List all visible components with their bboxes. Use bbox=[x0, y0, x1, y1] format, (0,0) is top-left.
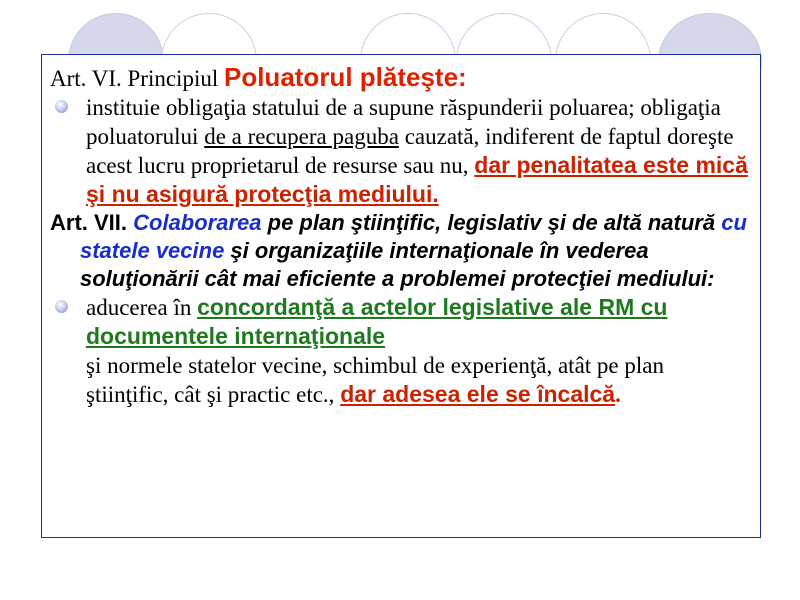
vecine-term: cu statele vecine bbox=[80, 210, 747, 263]
colaborarea-term: Colaborarea bbox=[133, 210, 262, 235]
concordance-phrase: concordanţă a actelor legislative ale RM cu documentele internaţionale bbox=[86, 294, 668, 349]
art6-title: Poluatorul plăteşte: bbox=[223, 62, 467, 92]
bullet-item-1: instituie obligaţia statului de a supune răspunderii poluarea; obligaţia poluatorului de a recupera paguba cauzată, indiferent de faptul doreşte acest lucru proprietarul de resurse sau nu, dar penalitatea este mică şi nu asigură protecţia mediului. bbox=[50, 93, 752, 209]
bullet-icon bbox=[55, 300, 68, 313]
art7-heading: Art. VII. Colaborarea pe plan ştiinţific, legislativ şi de altă natură cu statele vecine şi organizaţiile internaţionale în vederea soluţionării cât mai eficiente a problemei protecţiei mediului: bbox=[50, 210, 747, 291]
violation-phrase: dar adesea ele se încalcă bbox=[340, 381, 616, 407]
underlined-phrase: de a recupera paguba bbox=[204, 124, 399, 149]
art6-heading: Art. VI. Principiul Poluatorul plăteşte: bbox=[50, 62, 467, 92]
penalty-phrase: dar penalitatea este mică şi nu asigură protecţia mediului. bbox=[86, 152, 748, 207]
bullet-icon bbox=[55, 100, 68, 113]
bullet-item-2: aducerea în concordanţă a actelor legislative ale RM cu documentele internaţionale şi normele statelor vecine, schimbul de experienţă, atât pe plan ştiinţific, cât şi practic etc., dar adesea ele se încalcă. bbox=[50, 293, 752, 409]
content-box bbox=[41, 54, 761, 538]
